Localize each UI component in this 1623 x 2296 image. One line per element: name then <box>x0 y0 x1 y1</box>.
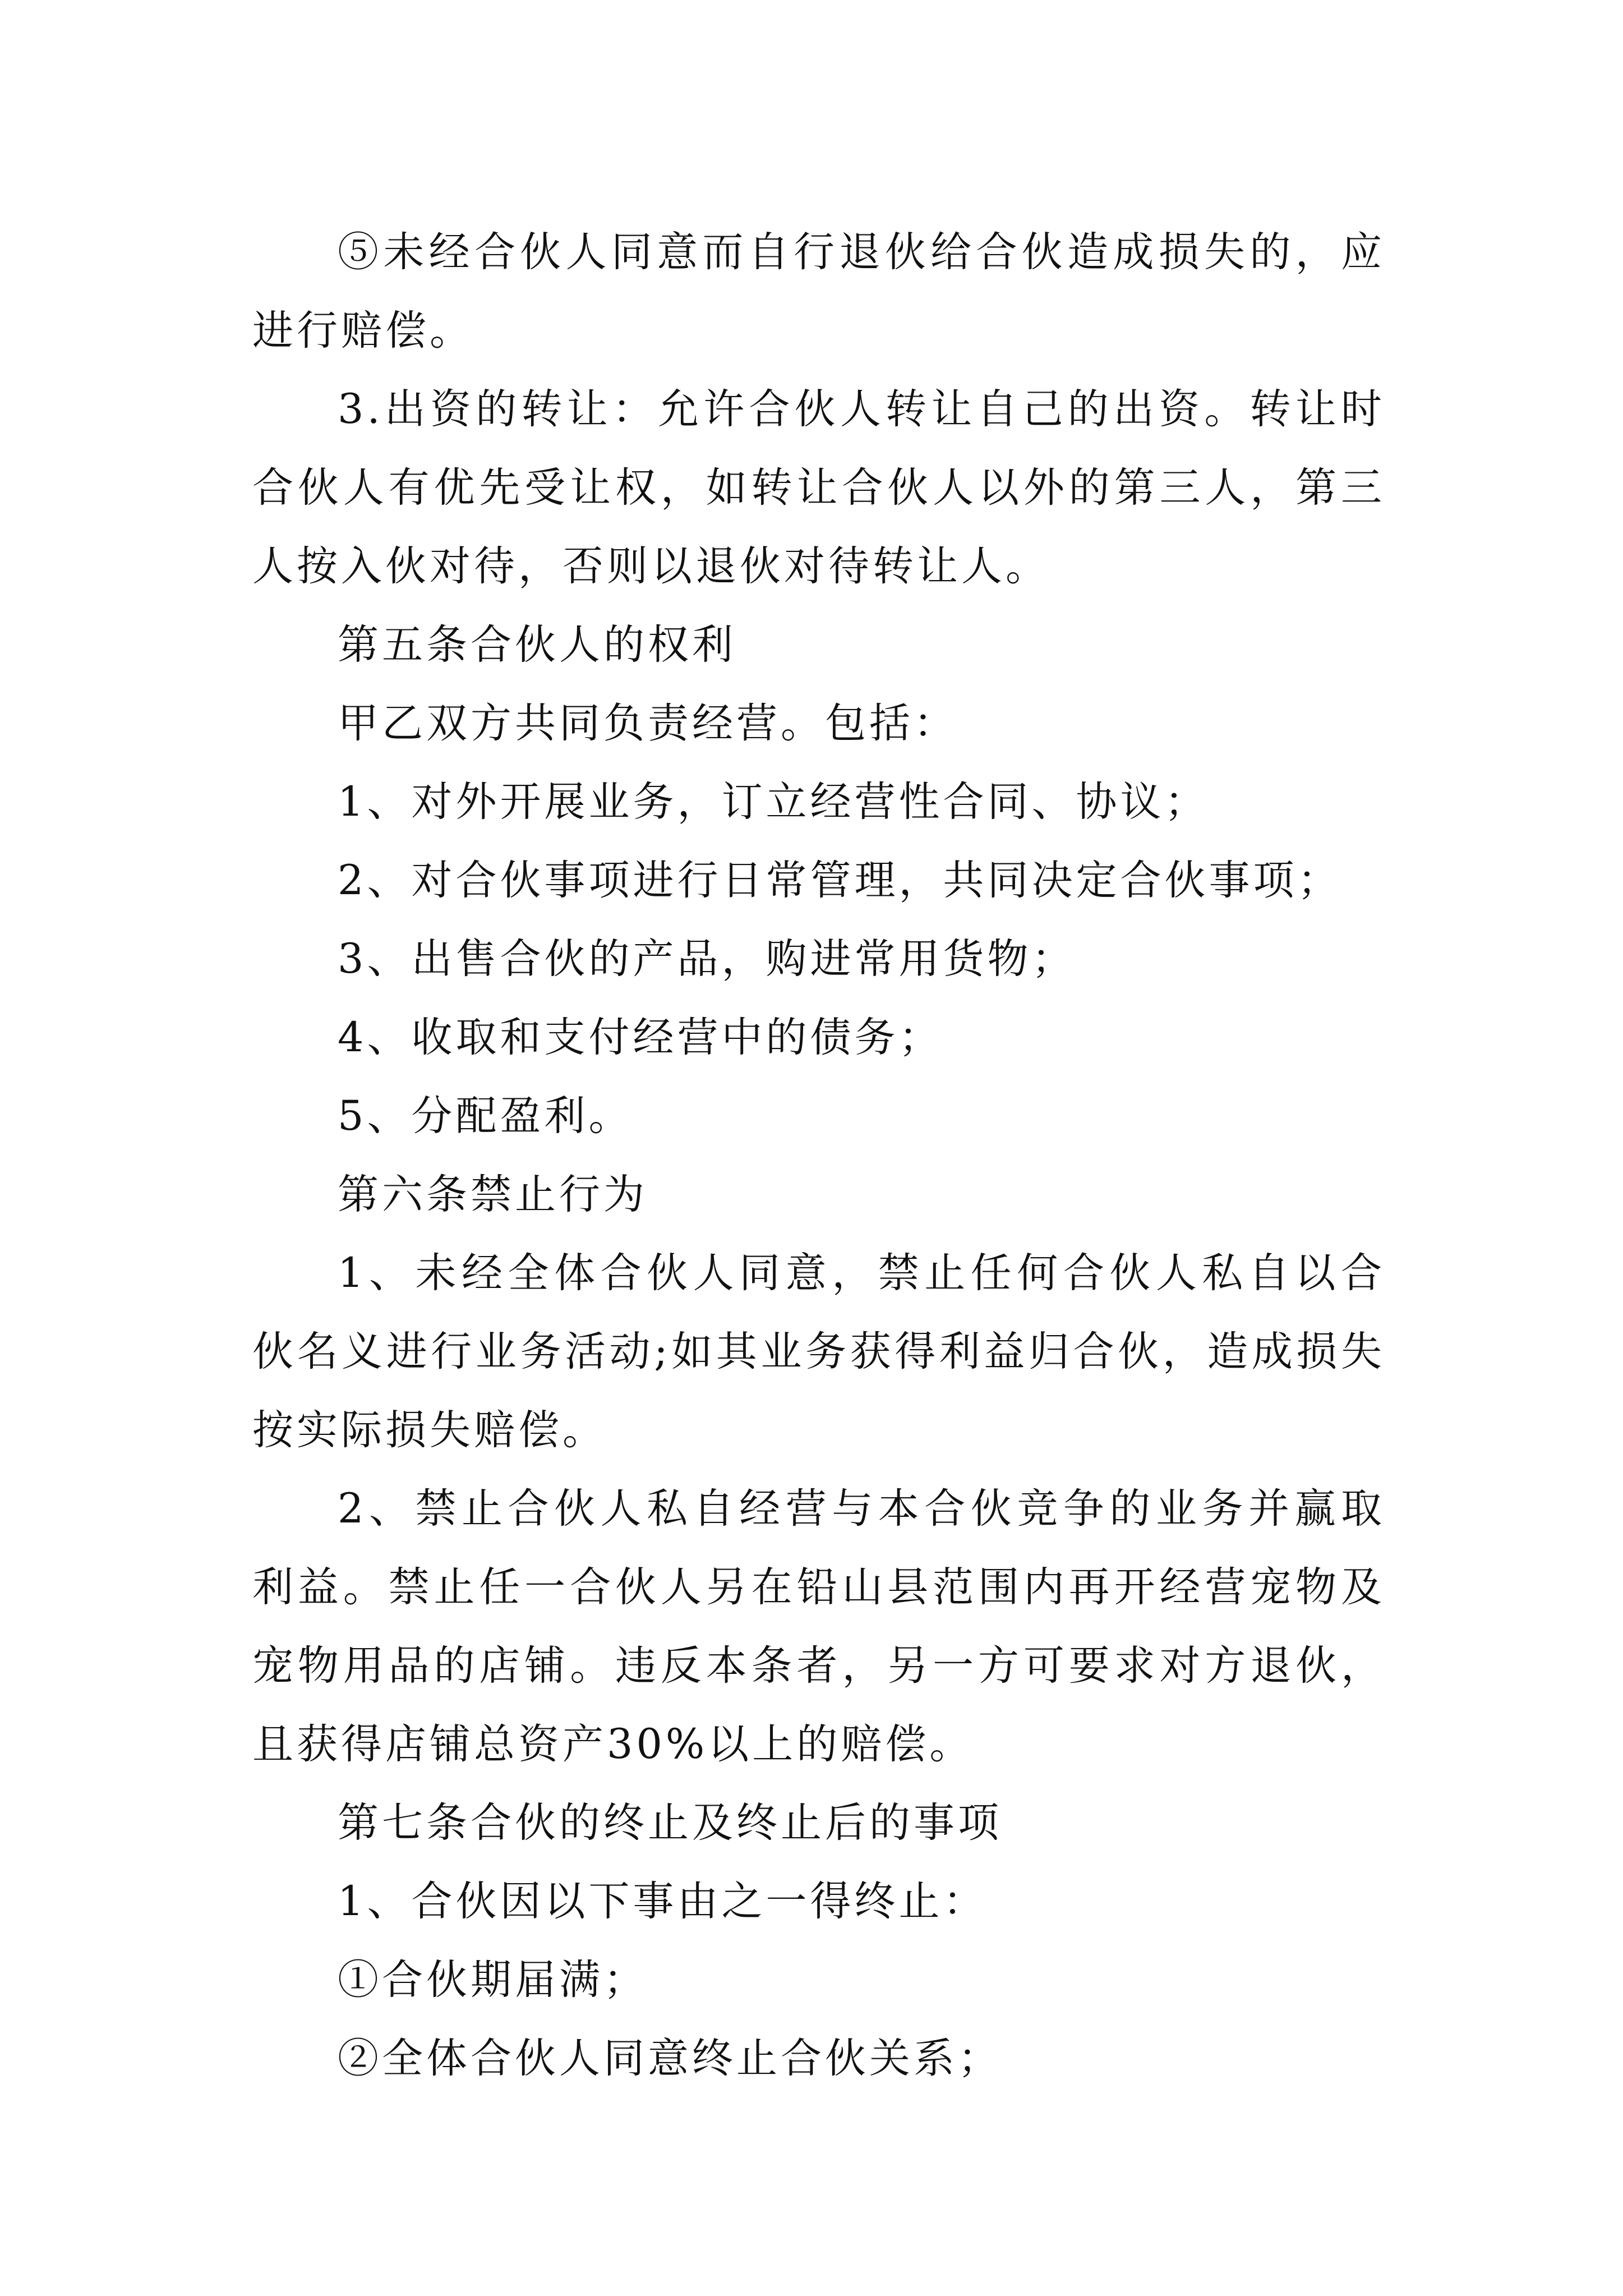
heading-article-7: 第七条合伙的终止及终止后的事项 <box>338 1799 1002 1847</box>
paragraph-withdrawal-compensation: ⑤未经合伙人同意而自行退伙给合伙造成损失的，应进行赔偿。 <box>252 228 1385 355</box>
document-body <box>252 213 1385 2098</box>
list-item-termination-1: 1、合伙因以下事由之一得终止： <box>338 1878 988 1925</box>
heading-article-6: 第六条禁止行为 <box>338 1171 648 1218</box>
paragraph-joint-operation: 甲乙双方共同负责经营。包括： <box>338 700 958 747</box>
list-item-rights-4: 4、收取和支付经营中的债务； <box>338 1014 943 1061</box>
list-item-rights-5: 5、分配盈利。 <box>338 1092 633 1140</box>
list-item-prohibition-2: 2、禁止合伙人私自经营与本合伙竞争的业务并赢取利益。禁止任一合伙人另在铅山县范围内再开经营宠物及宠物用品的店铺。违反本条者，另一方可要求对方退伙，且获得店铺总资产30%以上的赔偿。 <box>252 1485 1385 1768</box>
list-item-termination-reason-1: ①合伙期届满； <box>338 1956 648 2004</box>
list-item-prohibition-1: 1、未经全体合伙人同意，禁止任何合伙人私自以合伙名义进行业务活动;如其业务获得利益归合伙，造成损失按实际损失赔偿。 <box>252 1249 1385 1454</box>
list-item-termination-reason-2: ②全体合伙人同意终止合伙关系； <box>338 2035 1002 2082</box>
list-item-rights-2: 2、对合伙事项进行日常管理，共同决定合伙事项； <box>338 857 1342 904</box>
paragraph-capital-transfer: 3.出资的转让：允许合伙人转让自己的出资。转让时合伙人有优先受让权，如转让合伙人以外的第三人，第三人按入伙对待，否则以退伙对待转让人。 <box>252 385 1385 590</box>
heading-article-5: 第五条合伙人的权利 <box>338 621 736 669</box>
list-item-rights-1: 1、对外开展业务，订立经营性合同、协议； <box>338 778 1209 826</box>
list-item-rights-3: 3、出售合伙的产品，购进常用货物； <box>338 935 1076 983</box>
